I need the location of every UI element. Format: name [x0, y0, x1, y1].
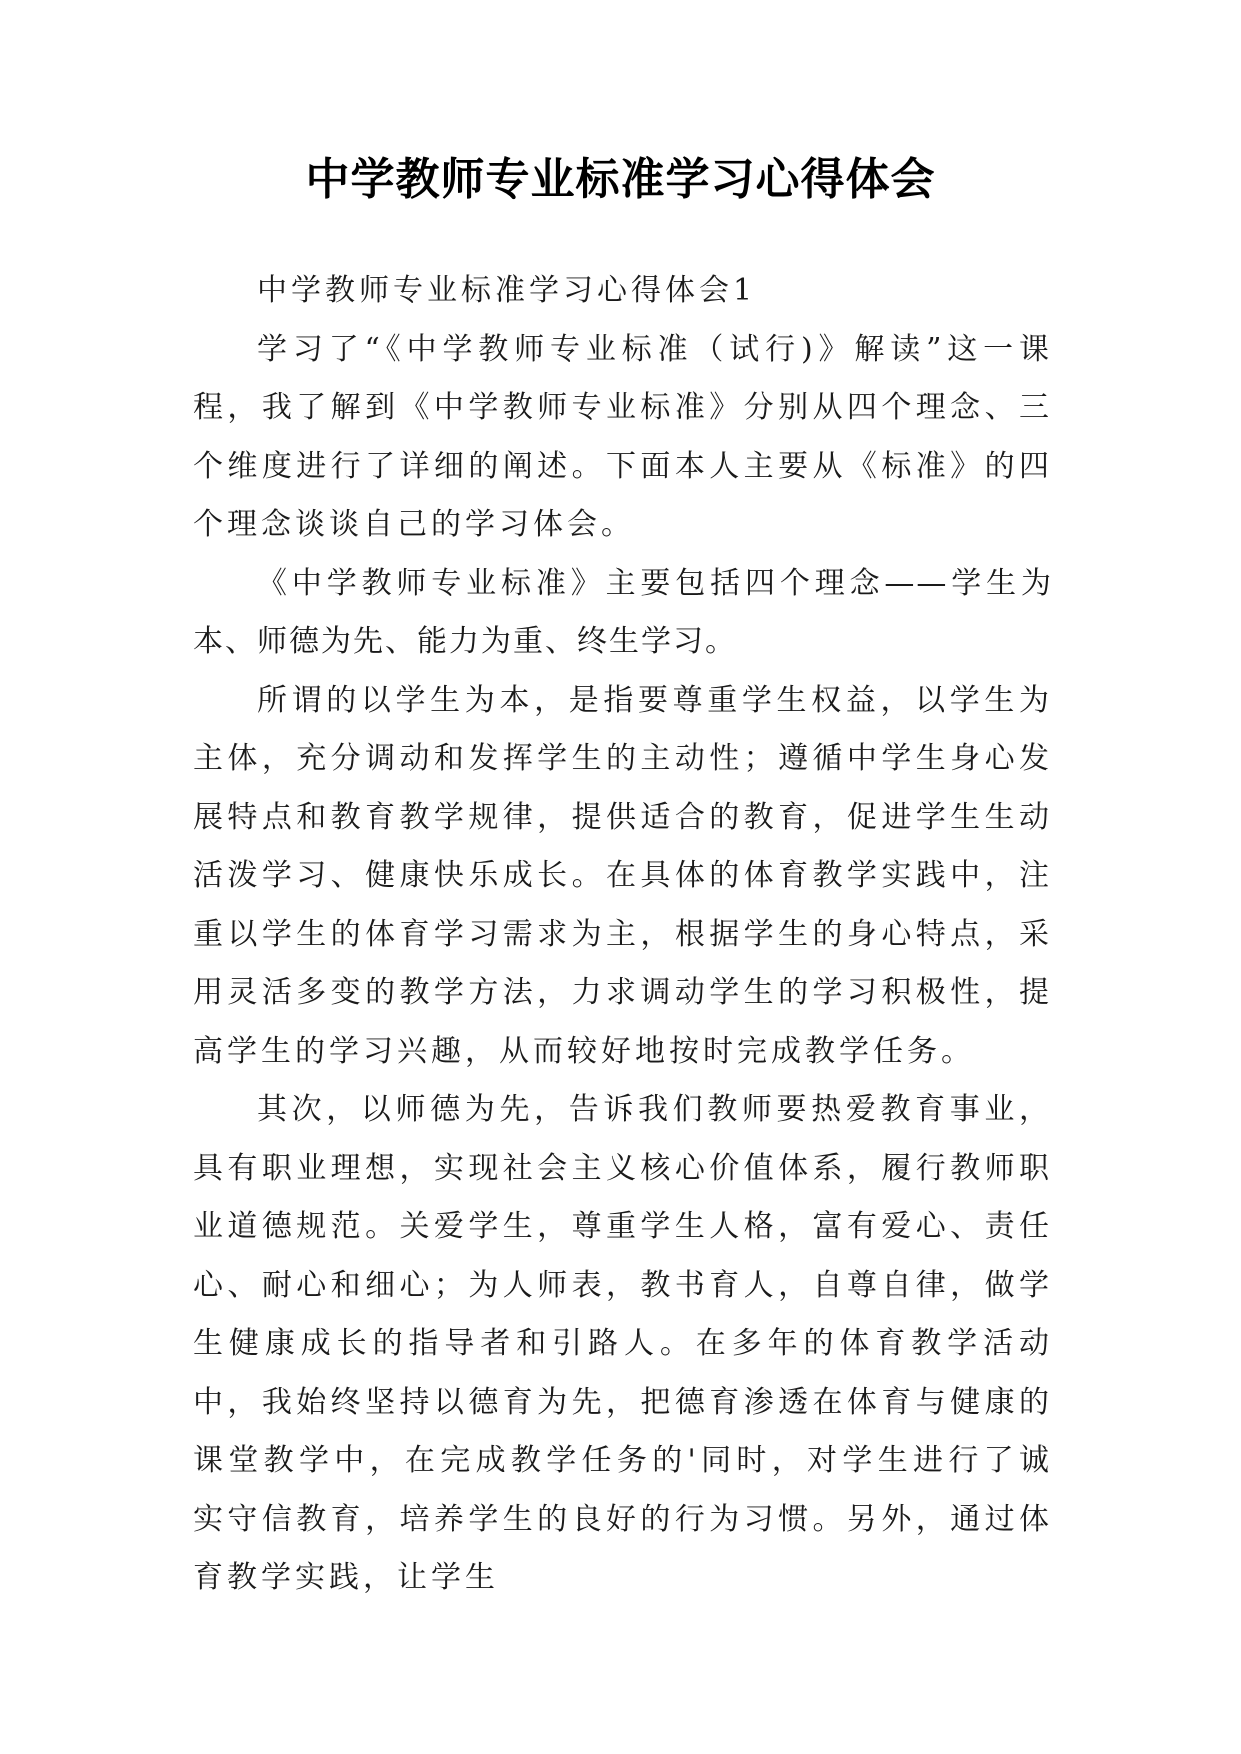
paragraph-student-centered: 所谓的以学生为本，是指要尊重学生权益，以学生为主体，充分调动和发挥学生的主动性；遵循中学生身心发展特点和教育教学规律，提供适合的教育，促进学生生动活泼学习、健康快乐成长。在具体的体育教学实践中，注重以学生的体育学习需求为主，根据学生的身心特点，采用灵活多变的教学方法，力求调动学生的学习积极性，提高学生的学习兴趣，从而较好地按时完成教学任务。	[193, 682, 1053, 1069]
paragraph-intro: 学习了“《中学教师专业标准（试行)》解读”这一课程，我了解到《中学教师专业标准》分别从四个理念、三个维度进行了详细的阐述。下面本人主要从《标准》的四个理念谈谈自己的学习体会。	[193, 331, 1053, 542]
paragraph-ethics-first: 其次，以师德为先，告诉我们教师要热爱教育事业，具有职业理想，实现社会主义核心价值体系，履行教师职业道德规范。关爱学生，尊重学生人格，富有爱心、责任心、耐心和细心；为人师表，教书育人，自尊自律，做学生健康成长的指导者和引路人。在多年的体育教学活动中，我始终坚持以德育为先，把德育渗透在体育与健康的课堂教学中，在完成教学任务的'同时，对学生进行了诚实守信教育，培养学生的良好的行为习惯。另外，通过体育教学实践，让学生	[193, 1092, 1053, 1595]
paragraph-four-concepts: 《中学教师专业标准》主要包括四个理念——学生为本、师德为先、能力为重、终生学习。	[193, 565, 1053, 659]
section-heading: 中学教师专业标准学习心得体会1	[257, 273, 757, 308]
document-body	[193, 262, 1053, 1608]
document-title: 中学教师专业标准学习心得体会	[305, 154, 936, 205]
